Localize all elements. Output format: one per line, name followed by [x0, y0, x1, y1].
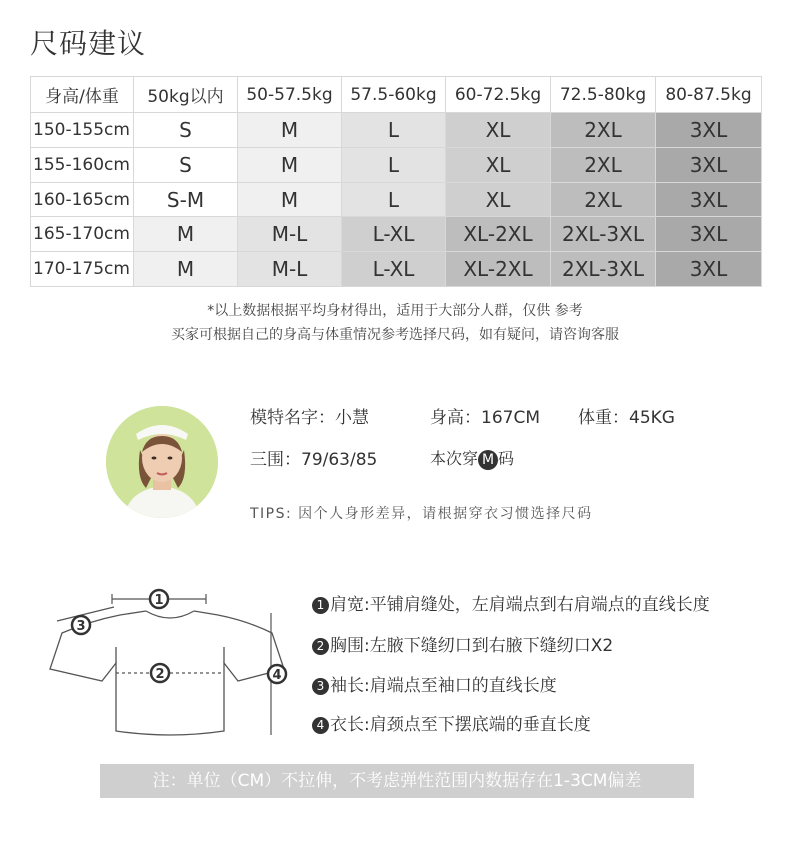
size-cell: XL: [446, 147, 551, 182]
size-cell: 2XL-3XL: [551, 217, 656, 252]
page-title: 尺码建议: [30, 27, 147, 60]
size-cell: S: [134, 113, 238, 148]
number-circle-icon: 1: [312, 597, 329, 614]
size-cell: 2XL: [551, 113, 656, 148]
header-cell: 57.5-60kg: [342, 77, 446, 113]
model-portrait-illustration: [106, 406, 218, 518]
header-cell: 72.5-80kg: [551, 77, 656, 113]
size-cell: XL-2XL: [446, 252, 551, 287]
row-height-cell: 150-155cm: [31, 113, 134, 148]
size-cell: M: [134, 252, 238, 287]
size-cell: 3XL: [656, 182, 762, 217]
size-cell: 2XL-3XL: [551, 252, 656, 287]
header-cell: 身高/体重: [31, 77, 134, 113]
size-cell: XL: [446, 182, 551, 217]
model-measurements: 三围：79/63/85: [250, 450, 378, 470]
header-cell: 50kg以内: [134, 77, 238, 113]
wearing-size-badge: M: [478, 450, 498, 470]
number-circle-icon: 4: [312, 717, 329, 734]
measure-text: 袖长:肩端点至袖口的直线长度: [330, 676, 557, 696]
size-cell: L-XL: [342, 217, 446, 252]
size-cell: 3XL: [656, 252, 762, 287]
wearing-suffix: 码: [498, 449, 515, 468]
diagram-marker-1: [150, 590, 168, 608]
size-cell: M: [238, 147, 342, 182]
size-cell: 2XL: [551, 147, 656, 182]
size-cell: XL: [446, 113, 551, 148]
wearing-prefix: 本次穿: [430, 449, 479, 468]
size-cell: M: [238, 113, 342, 148]
row-height-cell: 165-170cm: [31, 217, 134, 252]
row-height-cell: 170-175cm: [31, 252, 134, 287]
header-cell: 60-72.5kg: [446, 77, 551, 113]
measure-item-chest: [312, 631, 613, 656]
model-name: 模特名字：小慧: [250, 408, 369, 428]
model-weight: 体重：45KG: [578, 408, 675, 428]
size-cell: 3XL: [656, 147, 762, 182]
svg-text:4: 4: [272, 668, 282, 683]
model-height: 身高：167CM: [430, 408, 540, 428]
table-header-row: [31, 77, 762, 113]
measure-text: 肩宽:平铺肩缝处，左肩端点到右肩端点的直线长度: [330, 595, 710, 615]
measure-item-length: [312, 710, 591, 735]
size-chart-table: [30, 76, 762, 287]
measure-item-shoulder: [312, 590, 710, 615]
size-cell: M: [134, 217, 238, 252]
size-cell: M-L: [238, 217, 342, 252]
svg-text:2: 2: [155, 667, 165, 682]
number-circle-icon: 3: [312, 678, 329, 695]
row-height-cell: 155-160cm: [31, 147, 134, 182]
svg-text:1: 1: [154, 593, 164, 608]
row-height-cell: 160-165cm: [31, 182, 134, 217]
model-avatar: [106, 406, 218, 518]
table-row: [31, 182, 762, 217]
size-cell: XL-2XL: [446, 217, 551, 252]
size-cell: L: [342, 113, 446, 148]
garment-diagram: [40, 585, 300, 745]
size-cell: L: [342, 182, 446, 217]
table-row: [31, 217, 762, 252]
model-wearing-size: [430, 446, 514, 470]
number-circle-icon: 2: [312, 638, 329, 655]
model-tips: TIPS: 因个人身形差异，请根据穿衣习惯选择尺码: [250, 506, 593, 522]
measure-text: 衣长:肩颈点至下摆底端的垂直长度: [330, 715, 591, 735]
size-cell: L-XL: [342, 252, 446, 287]
size-cell: 3XL: [656, 217, 762, 252]
size-cell: M-L: [238, 252, 342, 287]
measure-item-sleeve: [312, 671, 557, 696]
size-cell: S-M: [134, 182, 238, 217]
table-row: [31, 113, 762, 148]
table-row: [31, 147, 762, 182]
svg-text:3: 3: [76, 619, 86, 634]
size-cell: L: [342, 147, 446, 182]
size-cell: S: [134, 147, 238, 182]
disclaimer-line-1: *以上数据根据平均身材得出，适用于大部分人群，仅供 参考: [207, 303, 583, 319]
measure-text: 胸围:左腋下缝纫口到右腋下缝纫口X2: [330, 636, 614, 656]
size-cell: M: [238, 182, 342, 217]
disclaimer-line-2: 买家可根据自己的身高与体重情况参考选择尺码，如有疑问，请咨询客服: [171, 327, 619, 343]
header-cell: 50-57.5kg: [238, 77, 342, 113]
table-row: [31, 252, 762, 287]
header-cell: 80-87.5kg: [656, 77, 762, 113]
diagram-marker-2: [151, 664, 169, 682]
size-cell: 3XL: [656, 113, 762, 148]
size-cell: 2XL: [551, 182, 656, 217]
footer-note: 注：单位（CM）不拉伸，不考虑弹性范围内数据存在1-3CM偏差: [100, 764, 694, 798]
diagram-marker-3: [72, 616, 90, 634]
diagram-marker-4: [268, 665, 286, 683]
